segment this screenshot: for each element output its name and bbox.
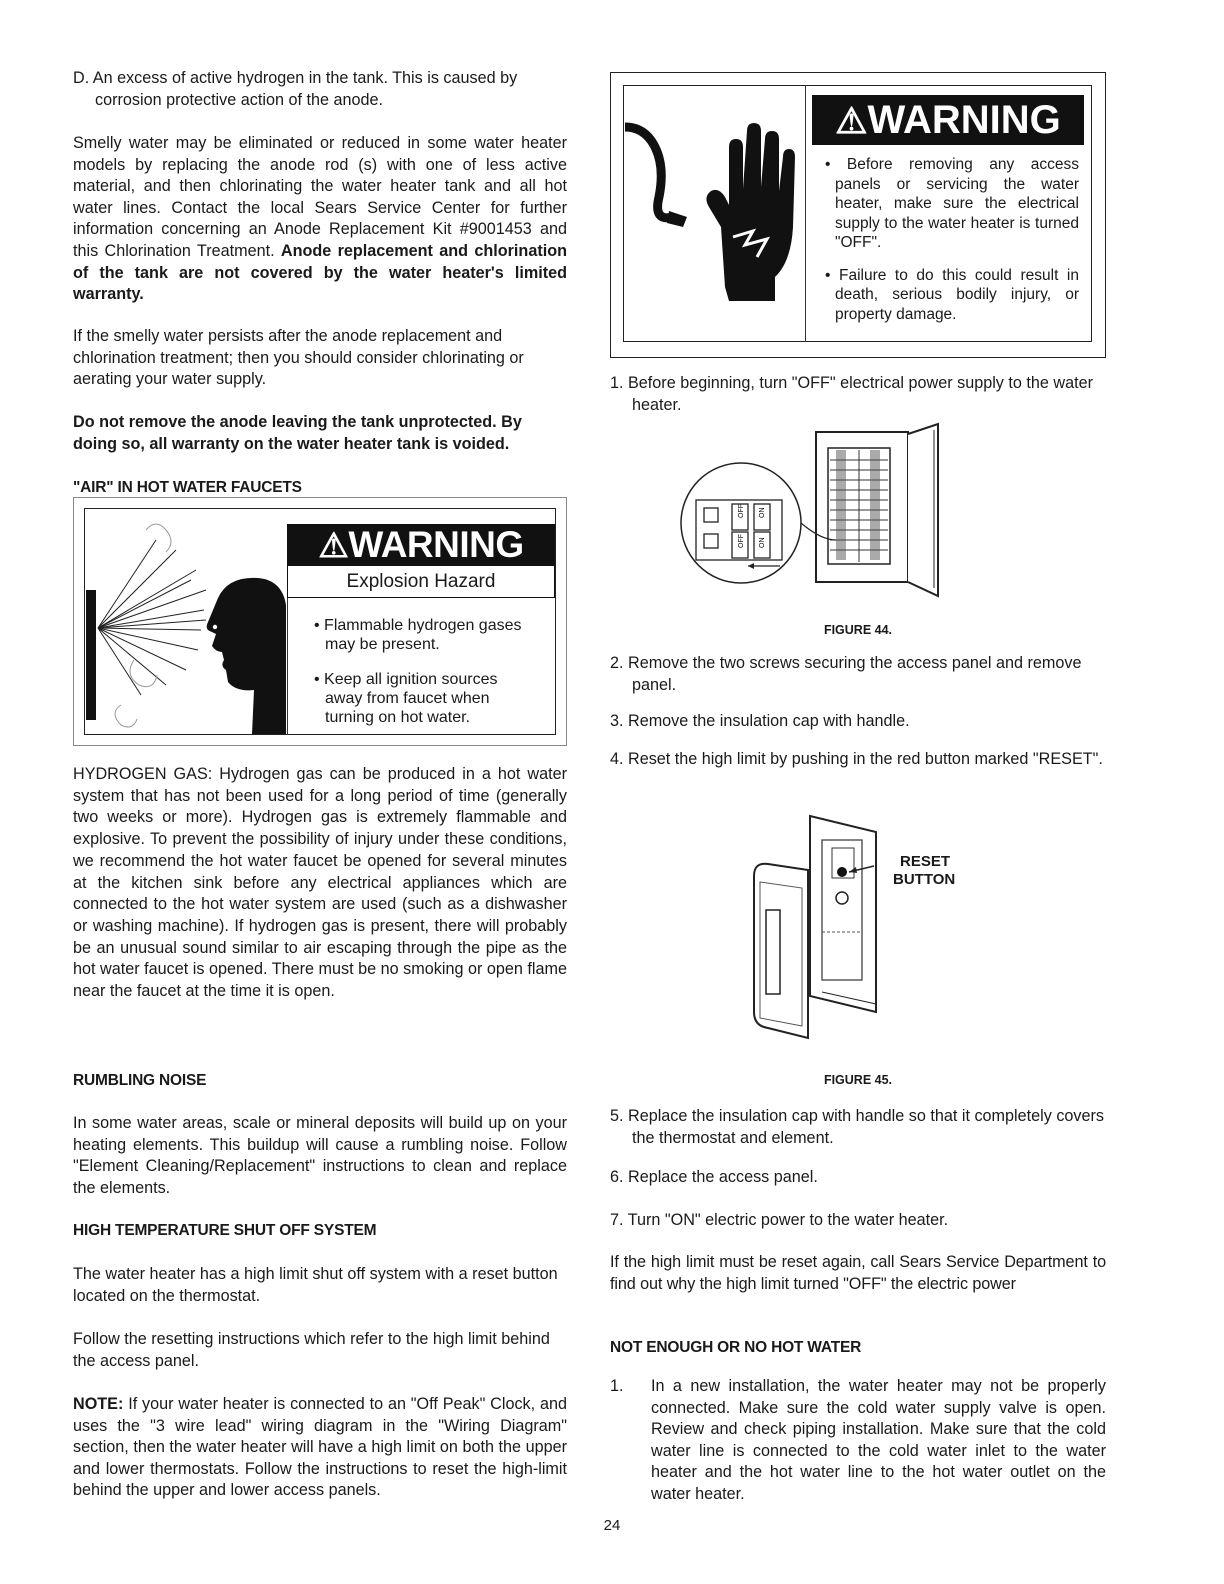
smelly-warranty-note: Anode replacement and chlorination of the tank are not covered by the water heater's limited warranty. (73, 241, 567, 304)
smelly-intro: Smelly water may be eliminated or reduced in some water heater models by replacing the anode rod (s) with one of less active material, and then chlorinating the water heater tank and all hot water lines. Contact the local Sears Service Center for further information concerning an Anode Replacement Kit #9001453 and this Chlorination Treatment. (73, 134, 567, 260)
left-column (73, 68, 567, 111)
step-4: 4. Reset the high limit by pushing in the red button marked "RESET". (610, 750, 1103, 768)
no-hot-item-1-number: 1. (610, 1377, 624, 1395)
rumbling-paragraph: In some water areas, scale or mineral deposits will build up on your heating elements. This buildup will cause a rumbling noise. Follow "Element Cleaning/Replacement" instructions to clean and replace the elements. (73, 1114, 567, 1197)
do-not-remove-note: Do not remove the anode leaving the tank unprotected. By doing so, all warranty on the water heater tank is voided. (73, 413, 522, 453)
high-temp-paragraph: The water heater has a high limit shut off system with a reset button located on the thermostat. (73, 1265, 558, 1305)
hydrogen-gas-paragraph: HYDROGEN GAS: Hydrogen gas can be produced in a hot water system that has not been used for a long period of time (generally two weeks or more). Hydrogen gas is extremely flammable and explosive. To prevent the possibility of injury under these conditions, we recommend the hot water faucet be opened for several minutes at the kitchen sink before any electrical appliances which are connected to the hot water system are used (such as a dishwasher or washing machine). If hydrogen gas is present, there will probably be an unusual sound similar to air escaping through the pipe as the hot water faucet is opened. There must be no smoking or open flame near the faucet at the time it is open. (73, 765, 567, 1001)
follow-paragraph: Follow the resetting instructions which refer to the high limit behind the access panel. (73, 1330, 550, 1370)
step-6: 6. Replace the access panel. (610, 1168, 818, 1186)
reset-again-paragraph: If the high limit must be reset again, call Sears Service Department to find out why the high limit turned "OFF" the electric power (610, 1253, 1106, 1293)
explosion-bullets (314, 616, 526, 727)
shock-divider (805, 85, 806, 342)
step-2: 2. Remove the two screws securing the access panel and remove panel. (610, 654, 1082, 694)
breaker-on-label-1: ON (759, 507, 766, 518)
smelly-water-paragraph (73, 133, 567, 306)
breaker-off-label-1: OFF (738, 504, 745, 518)
reset-button-figure (752, 812, 892, 1044)
shock-bullets (817, 155, 1079, 324)
note-label: NOTE: (73, 1395, 124, 1413)
persists-paragraph: If the smelly water persists after the anode replacement and chlorination treatment; then you should consider chlorinating or aerating your water supply. (73, 327, 524, 389)
step-1: 1. Before beginning, turn "OFF" electrical power supply to the water heater. (610, 374, 1093, 414)
shock-warning (610, 72, 1106, 358)
high-temp-heading: HIGH TEMPERATURE SHUT OFF SYSTEM (73, 1222, 377, 1239)
breaker-panel-figure (676, 420, 966, 610)
no-hot-item-1: In a new installation, the water heater may not be properly connected. Make sure the cold water supply valve is open. Review and check piping installation. Make sure that the cold water line is connected to the cold water inlet to the water heater and the hot water line to the hot water outlet on the water heater. (651, 1377, 1106, 1503)
page-number: 24 (603, 1517, 621, 1534)
explosion-hazard-subtitle: Explosion Hazard (287, 566, 555, 598)
hydrogen-explosion-icon (86, 510, 286, 734)
note-paragraph (73, 1394, 567, 1502)
no-hot-water-heading: NOT ENOUGH OR NO HOT WATER (610, 1339, 862, 1356)
shock-bullet-2: • Failure to do this could result in death, serious bodily injury, or property damage. (825, 266, 1079, 323)
electric-shock-hand-icon (625, 87, 805, 340)
explosion-warning (73, 497, 567, 746)
explosion-bullet-2: • Keep all ignition sources away from faucet when turning on hot water. (314, 671, 498, 726)
figure-45-caption: FIGURE 45. (823, 1073, 893, 1087)
rumbling-heading: RUMBLING NOISE (73, 1072, 207, 1089)
warning-triangle-icon: ⚠ (318, 527, 349, 565)
step-7: 7. Turn "ON" electric power to the water heater. (610, 1211, 949, 1229)
warning-triangle-icon-2: ⚠ (835, 100, 868, 141)
air-heading: "AIR" IN HOT WATER FAUCETS (73, 479, 302, 496)
figure-44-caption: FIGURE 44. (823, 623, 893, 637)
step-3: 3. Remove the insulation cap with handle. (610, 712, 910, 730)
note-text: If your water heater is connected to an "Off Peak" Clock, and uses the "3 wire lead" wiring diagram in the "Wiring Diagram" section, then the water heater will have a high limit on both the upper and lower thermostats. Follow the instructions to reset the high-limit behind the upper and lower access panels. (73, 1395, 567, 1500)
breaker-off-label-2: OFF (738, 534, 745, 548)
explosion-bullet-1: • Flammable hydrogen gases may be present. (314, 617, 522, 653)
shock-bullet-1: • Before removing any access panels or servicing the water heater, make sure the electrical supply to the water heater is turned "OFF". (825, 156, 1079, 251)
reset-label-1: RESET (900, 853, 951, 870)
reset-label-2: BUTTON (893, 871, 956, 888)
breaker-on-label-2: ON (759, 537, 766, 548)
shock-warning-banner: ⚠WARNING (812, 95, 1084, 145)
item-d: D. An excess of active hydrogen in the tank. This is caused by corrosion protective action of the anode. (73, 69, 518, 109)
step-5: 5. Replace the insulation cap with handle so that it completely covers the thermostat and element. (610, 1107, 1104, 1147)
explosion-warning-banner: ⚠WARNING (287, 524, 555, 566)
